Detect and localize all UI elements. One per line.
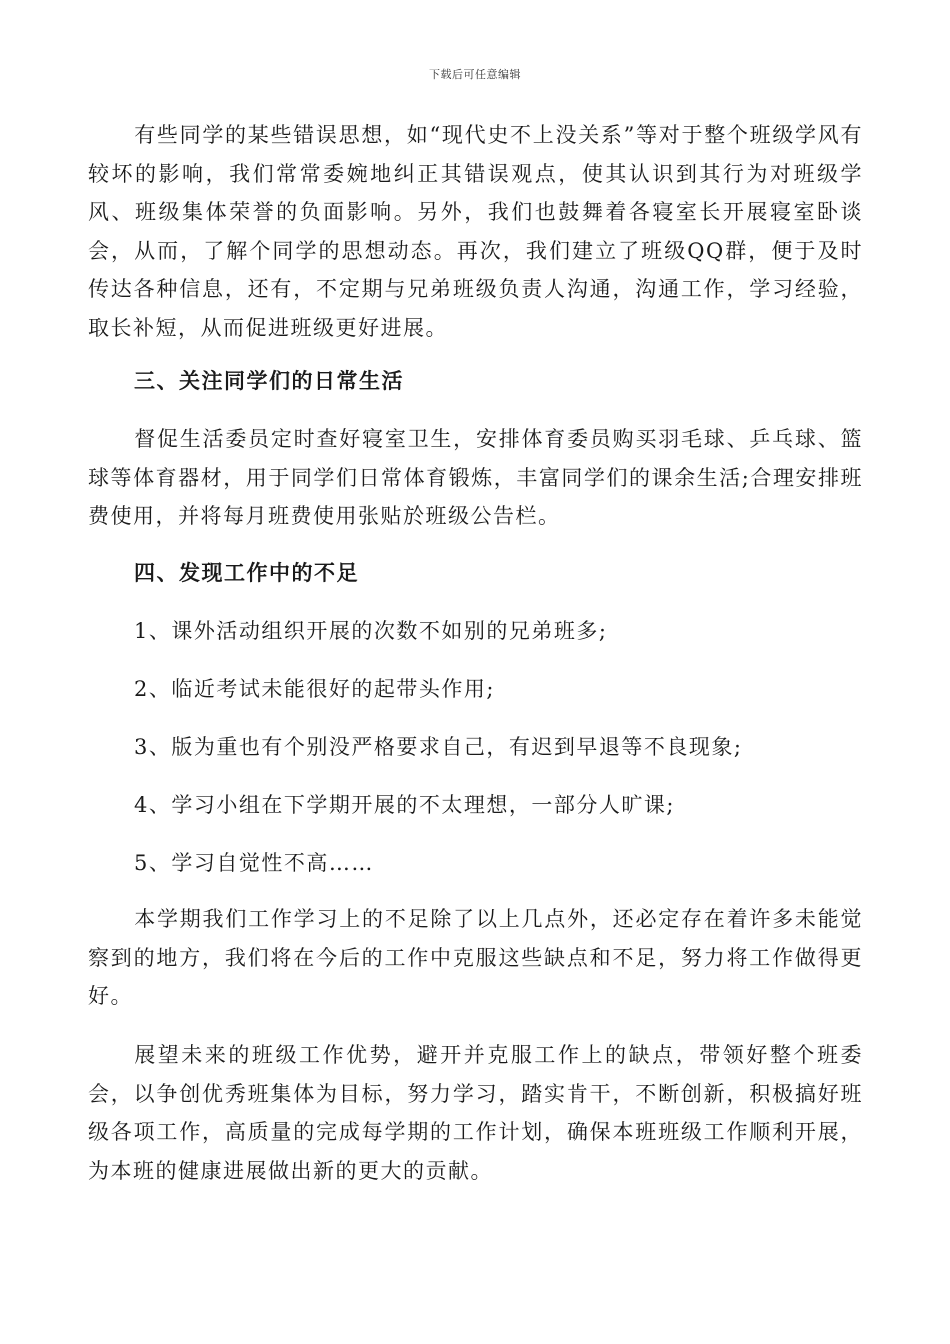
shortcoming-list-item-1	[88, 612, 863, 651]
paragraph-text: 督促生活委员定时查好寝室卫生，安排体育委员购买羽毛球、乒乓球、篮球等体育器材，用于同学们日常体育锻炼，丰富同学们的课余生活;合理安排班费使用，并将每月班费使用张贴於班级公告栏。	[88, 427, 863, 529]
paragraph-daily-life	[88, 420, 863, 536]
section-heading-daily-life	[88, 362, 863, 401]
heading-text: 三、关注同学们的日常生活	[134, 368, 404, 393]
paragraph-outlook	[88, 1036, 863, 1190]
heading-text: 四、发现工作中的不足	[134, 560, 359, 585]
paragraph-text: 有些同学的某些错误思想，如“现代史不上没关系”等对于整个班级学风有较坏的影响，我们常常委婉地纠正其错误观点，使其认识到其行为对班级学风、班级集体荣誉的负面影响。另外，我们也鼓舞着各寝室长开展寝室卧谈会，从而，了解个同学的思想动态。再次，我们建立了班级QQ群，便于及时传达各种信息，还有，不定期与兄弟班级负责人沟通，沟通工作，学习经验，取长补短，从而促进班级更好进展。	[88, 123, 863, 340]
list-item: 5、学习自觉性不高……	[134, 851, 374, 875]
section-heading-shortcomings	[88, 554, 863, 593]
paragraph-class-atmosphere	[88, 116, 863, 348]
page-header: 下载后可任意编辑	[429, 68, 521, 81]
list-item: 1、课外活动组织开展的次数不如别的兄弟班多;	[134, 619, 608, 643]
shortcoming-list-item-4	[88, 786, 863, 825]
paragraph-text: 展望未来的班级工作优势，避开并克服工作上的缺点，带领好整个班委会，以争创优秀班集体为目标，努力学习，踏实肯干，不断创新，积极搞好班级各项工作，高质量的完成每学期的工作计划，确保本班班级工作顺利开展，为本班的健康进展做出新的更大的贡献。	[88, 1043, 863, 1183]
list-item: 4、学习小组在下学期开展的不太理想，一部分人旷课;	[134, 793, 675, 817]
list-item: 2、临近考试未能很好的起带头作用;	[134, 677, 495, 701]
list-item: 3、版为重也有个别没严格要求自己，有迟到早退等不良现象;	[134, 735, 743, 759]
shortcoming-list-item-5	[88, 844, 863, 883]
paragraph-text: 本学期我们工作学习上的不足除了以上几点外，还必定存在着许多未能觉察到的地方，我们将在今后的工作中克服这些缺点和不足，努力将工作做得更好。	[88, 907, 863, 1009]
paragraph-improvement	[88, 900, 863, 1016]
shortcoming-list-item-3	[88, 728, 863, 767]
shortcoming-list-item-2	[88, 670, 863, 709]
